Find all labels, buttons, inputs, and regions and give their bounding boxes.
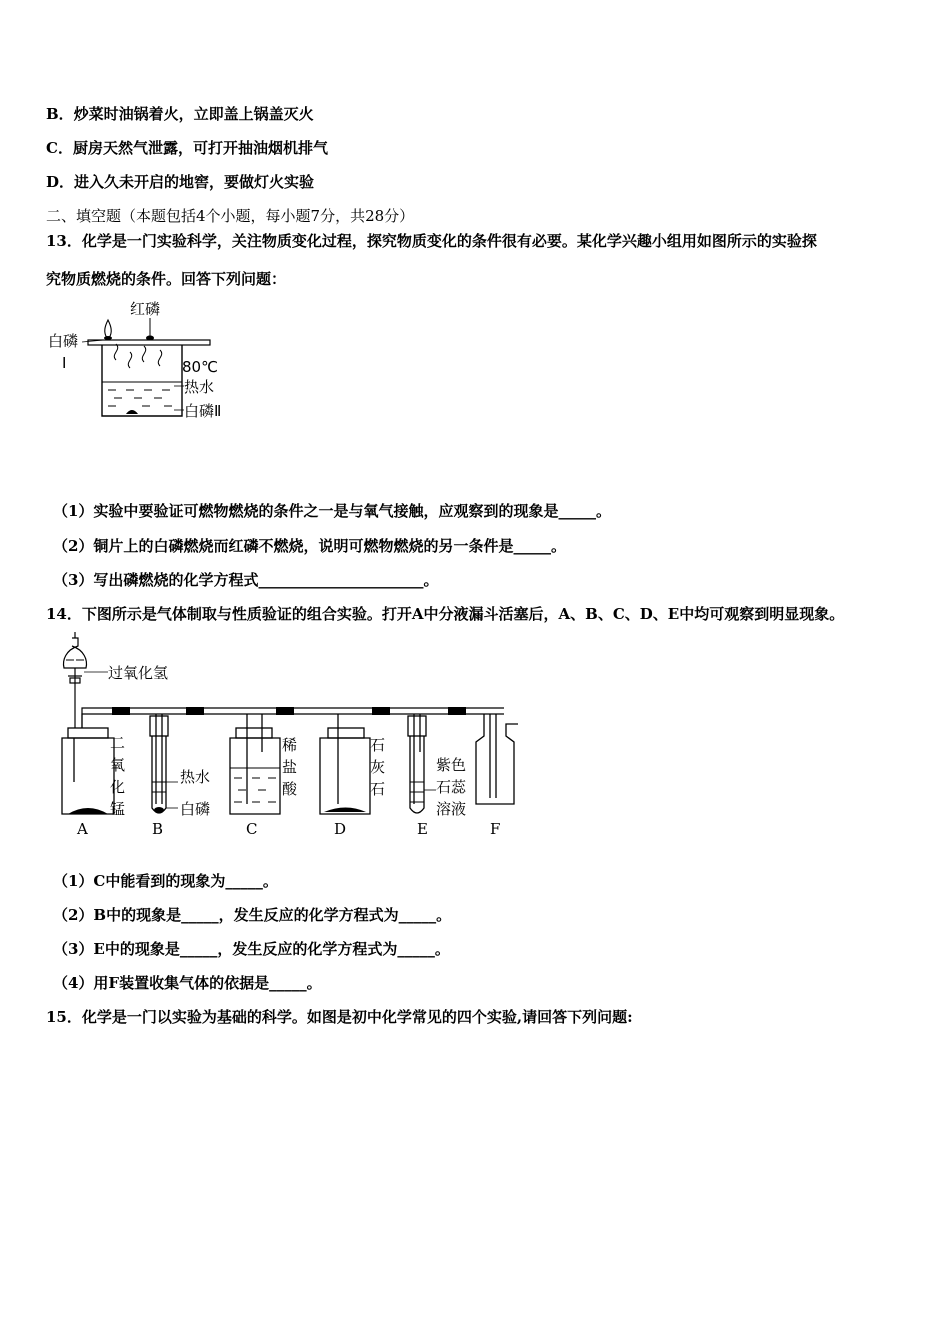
q14-figure xyxy=(44,632,534,842)
label-limestone-1: 石 xyxy=(370,736,386,754)
label-a: A xyxy=(77,820,88,838)
label-e: E xyxy=(417,820,428,838)
q14-sub3: （3）E中的现象是_____，发生反应的化学方程式为_____。 xyxy=(53,940,450,958)
bottle-f xyxy=(476,714,518,804)
q14-sub2: （2）B中的现象是_____，发生反应的化学方程式为_____。 xyxy=(53,906,452,924)
test-tube-e xyxy=(408,714,426,813)
label-red-phosphorus: 红磷 xyxy=(130,300,161,318)
label-f: F xyxy=(490,820,501,838)
label-litmus-2: 石蕊 xyxy=(436,778,467,796)
white-phosphorus-1-piece xyxy=(104,336,112,340)
flame-icon xyxy=(105,320,111,338)
label-roman-1: Ⅰ xyxy=(62,354,67,372)
option-c: C．厨房天然气泄露，可打开抽油烟机排气 xyxy=(46,139,328,157)
label-litmus-3: 溶液 xyxy=(436,800,467,818)
q13-sub2: （2）铜片上的白磷燃烧而红磷不燃烧，说明可燃物燃烧的另一条件是_____。 xyxy=(53,537,566,555)
label-white-phosphorus-2: 白磷Ⅱ xyxy=(184,402,222,420)
limestone-pieces xyxy=(324,808,366,813)
q13-sub3: （3）写出磷燃烧的化学方程式______________________。 xyxy=(53,571,439,589)
steam-icon xyxy=(114,344,161,368)
q14-sub1: （1）C中能看到的现象为_____。 xyxy=(53,872,278,890)
q15-stem: 15．化学是一门以实验为基础的科学。如图是初中化学常见的四个实验,请回答下列问题: xyxy=(46,1008,633,1026)
label-mno2-1: 二 xyxy=(110,734,126,752)
label-mno2-4: 锰 xyxy=(110,800,126,818)
label-acid-2: 盐 xyxy=(282,758,298,776)
q14-stem: 14．下图所示是气体制取与性质验证的组合实验。打开A中分液漏斗活塞后，A、B、C、D、E中均可观察到明显现象。 xyxy=(46,605,845,623)
red-phosphorus-piece xyxy=(146,336,154,341)
bottle-a xyxy=(62,728,114,814)
label-acid-1: 稀 xyxy=(282,736,298,754)
label-litmus-1: 紫色 xyxy=(436,756,467,774)
label-temperature: 80℃ xyxy=(182,358,218,376)
label-white-phosphorus-1: 白磷 xyxy=(48,332,79,350)
white-phosphorus-2-piece xyxy=(126,410,138,414)
label-hot-water-b: 热水 xyxy=(180,768,211,786)
q13-sub1: （1）实验中要验证可燃物燃烧的条件之一是与氧气接触，应观察到的现象是_____。 xyxy=(53,502,611,520)
label-mno2-2: 氧 xyxy=(110,756,126,774)
q13-figure xyxy=(44,298,244,426)
option-b: B．炒菜时油锅着火，立即盖上锅盖灭火 xyxy=(46,105,314,123)
label-hot-water: 热水 xyxy=(184,378,215,396)
test-tube-b xyxy=(150,714,168,813)
section-heading: 二、填空题（本题包括4个小题，每小题7分，共28分） xyxy=(46,207,415,225)
label-acid-3: 酸 xyxy=(282,780,298,798)
mno2-powder xyxy=(68,808,108,814)
label-mno2-3: 化 xyxy=(110,778,126,796)
label-limestone-2: 灰 xyxy=(370,758,386,776)
label-d: D xyxy=(334,820,347,838)
label-limestone-3: 石 xyxy=(370,780,386,798)
label-white-phosphorus-b: 白磷 xyxy=(180,800,211,818)
q14-sub4: （4）用F装置收集气体的依据是_____。 xyxy=(53,974,322,992)
label-b: B xyxy=(152,820,164,838)
label-hydrogen-peroxide: 过氧化氢 xyxy=(108,664,169,682)
q13-stem-line2: 究物质燃烧的条件。回答下列问题： xyxy=(46,270,287,288)
q13-stem-line1: 13．化学是一门实验科学，关注物质变化过程，探究物质变化的条件很有必要。某化学兴趣小组用如图所示的实验探 xyxy=(46,232,817,250)
bottle-c xyxy=(230,714,280,814)
label-c: C xyxy=(246,820,258,838)
bottle-d xyxy=(320,714,370,814)
copper-plate xyxy=(88,340,210,345)
option-d: D．进入久未开启的地窖，要做灯火实验 xyxy=(46,173,315,191)
